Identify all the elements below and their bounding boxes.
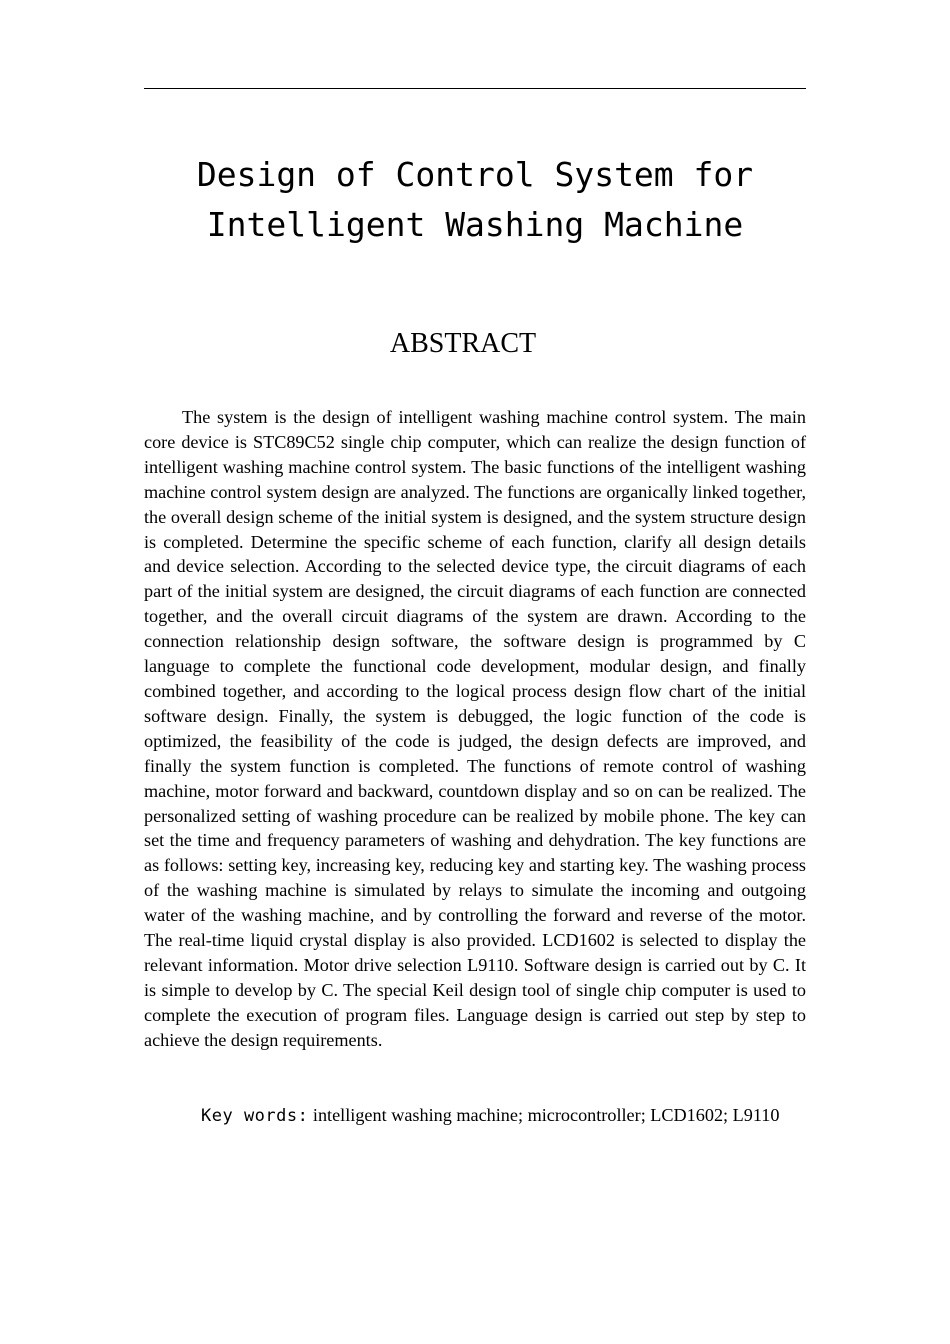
header-rule [144, 88, 806, 89]
title-line-2: Intelligent Washing Machine [206, 205, 744, 244]
title-line-1: Design of Control System for [196, 155, 754, 194]
abstract-body: The system is the design of intelligent washing machine control system. The main core device is STC89C52 single chip computer, which can realize the design function of intelligent washing machine control system. The basic functions of the intelligent washing machine control system design are analyzed. The functions are organically linked together, the overall design scheme of the initial system is designed, and the system structure design is completed. Determine the specific scheme of each function, clarify all design details and device selection. According to the selected device type, the circuit diagrams of each part of the initial system are designed, the circuit diagrams of each function are connected together, and the overall circuit diagrams of the system are drawn. According to the connection relationship design software, the software design is programmed by C language to complete the functional code development, modular design, and finally combined together, and according to the logical process design flow chart of the initial software design. Finally, the system is debugged, the logic function of the code is optimized, the feasibility of the code is judged, the design defects are improved, and finally the system function is completed. The functions of remote control of washing machine, motor forward and backward, countdown display and so on can be realized. The personalized setting of washing procedure can be realized by mobile phone. The key can set the time and frequency parameters of washing and dehydration. The key functions are as follows: setting key, increasing key, reducing key and starting key. The washing process of the washing machine is simulated by relays to simulate the incoming and outgoing water of the washing machine, and by controlling the forward and reverse of the motor. The real-time liquid crystal display is also provided. LCD1602 is selected to display the relevant information. Motor drive selection L9110. Software design is carried out by C. It is simple to develop by C. The special Keil design tool of single chip computer is used to complete the execution of program files. Language design is carried out step by step to achieve the design requirements. [144, 407, 806, 1050]
document-title [144, 150, 806, 250]
keywords-text: intelligent washing machine; microcontroller; LCD1602; L9110 [312, 1105, 780, 1125]
keywords-paragraph [163, 1103, 787, 1129]
keywords-label: Key words: [201, 1106, 309, 1126]
abstract-heading: ABSTRACT [389, 328, 537, 359]
